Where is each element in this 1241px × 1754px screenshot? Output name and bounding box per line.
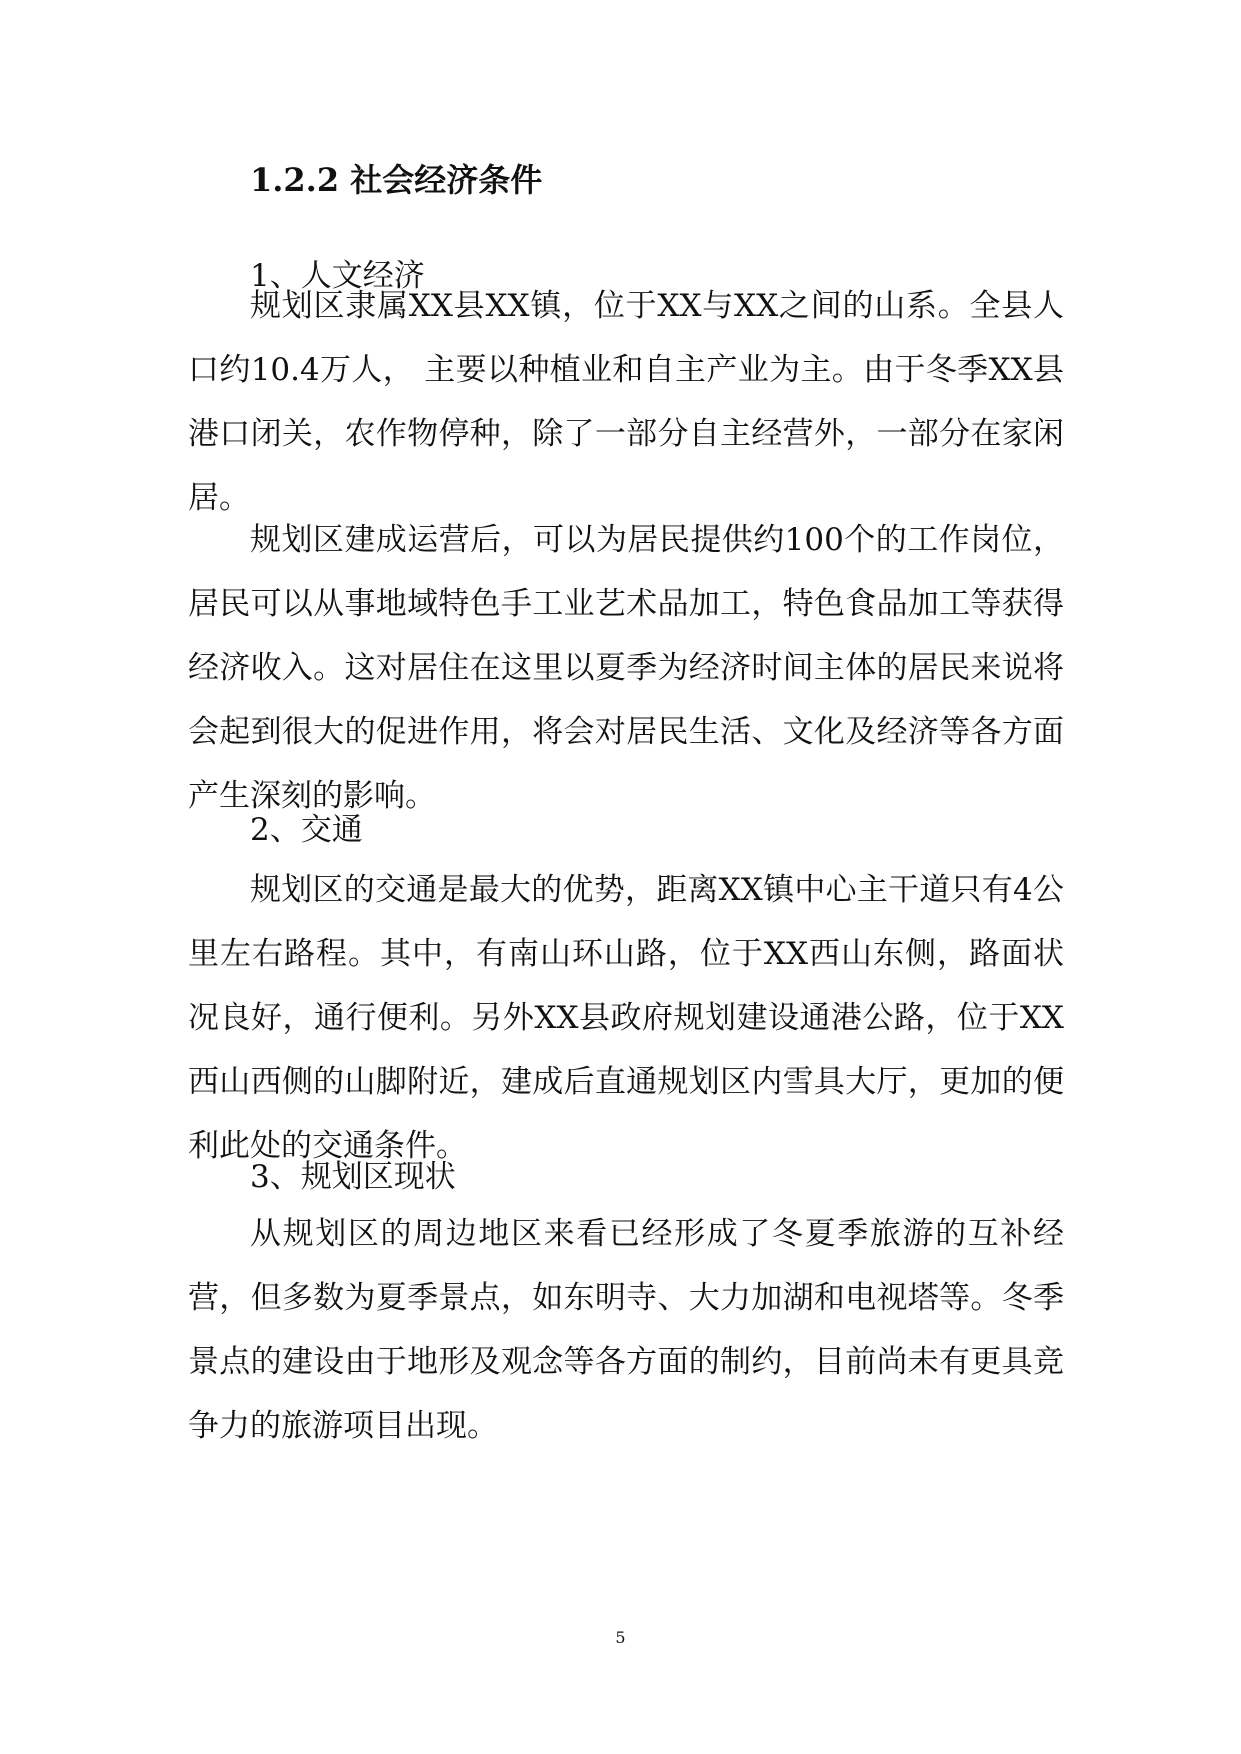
subsection-heading-transport: 2、交通: [250, 812, 363, 848]
paragraph-humanities-economy-2: 规划区建成运营后，可以为居民提供约100个的工作岗位，居民可以从事地域特色手工业艺术品加工，特色食品加工等获得经济收入。这对居住在这里以夏季为经济时间主体的居民来说将会起到很大的促进作用，将会对居民生活、文化及经济等各方面产生深刻的影响。: [188, 522, 1064, 814]
paragraph-humanities-economy-1: 规划区隶属XX县XX镇，位于XX与XX之间的山系。全县人口约10.4万人， 主要以种植业和自主产业为主。由于冬季XX县港口闭关，农作物停种，除了一部分自主经营外，一部分在家闲居。: [188, 288, 1064, 516]
section-title: 1.2.2 社会经济条件: [250, 161, 543, 199]
paragraph-transport-1: 规划区的交通是最大的优势，距离XX镇中心主干道只有4公里左右路程。其中，有南山环山路，位于XX西山东侧，路面状况良好，通行便利。另外XX县政府规划建设通港公路，位于XX西山西侧的山脚附近，建成后直通规划区内雪具大厅，更加的便利此处的交通条件。: [188, 872, 1064, 1164]
paragraph-current-status-1: 从规划区的周边地区来看已经形成了冬夏季旅游的互补经营，但多数为夏季景点，如东明寺、大力加湖和电视塔等。冬季景点的建设由于地形及观念等各方面的制约，目前尚未有更具竞争力的旅游项目出现。: [188, 1216, 1064, 1444]
subsection-heading-humanities-economy: 1、人文经济: [250, 258, 425, 294]
subsection-heading-current-status: 3、规划区现状: [250, 1159, 456, 1195]
page-number: 5: [615, 1628, 626, 1647]
